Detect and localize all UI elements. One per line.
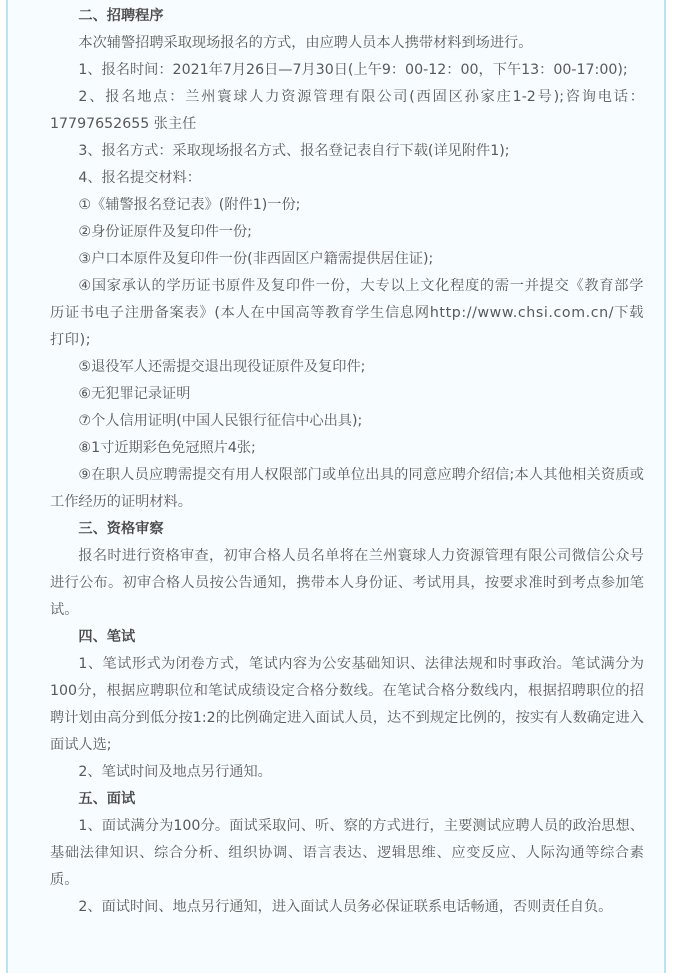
paragraph: 本次辅警招聘采取现场报名的方式，由应聘人员本人携带材料到场进行。 [78, 35, 533, 51]
material-item: ⑥无犯罪记录证明 [78, 386, 191, 402]
article-body [50, 3, 644, 921]
material-item: ⑤退役军人还需提交退出现役证原件及复印件; [78, 359, 366, 375]
registration-method: 3、报名方式：采取现场报名方式、报名登记表自行下载(详见附件1); [78, 143, 510, 159]
material-item: ⑧1寸近期彩色免冠照片4张; [78, 440, 256, 456]
section-heading-written-exam: 四、笔试 [78, 629, 136, 645]
material-item: ④国家承认的学历证书原件及复印件一份，大专以上文化程度的需一并提交《教育部学历证书电子注册备案表》(本人在中国高等教育学生信息网http://www.chsi.com.cn/下载打印); [50, 278, 644, 348]
paragraph: 2、面试时间、地点另行通知，进入面试人员务必保证联系电话畅通，否则责任自负。 [78, 899, 613, 915]
material-item: ⑨在职人员应聘需提交有用人权限部门或单位出具的同意应聘介绍信;本人其他相关资质或工作经历的证明材料。 [50, 467, 644, 510]
registration-location: 2、报名地点：兰州寰球人力资源管理有限公司(西固区孙家庄1-2号);咨询电话：17797652655 张主任 [50, 89, 644, 132]
material-item: ②身份证原件及复印件一份; [78, 224, 252, 240]
material-item: ①《辅警报名登记表》(附件1)一份; [78, 197, 301, 213]
paragraph: 报名时进行资格审查，初审合格人员名单将在兰州寰球人力资源管理有限公司微信公众号进行公布。初审合格人员按公告通知，携带本人身份证、考试用具，按要求准时到考点参加笔试。 [50, 548, 644, 618]
section-heading-interview: 五、面试 [78, 791, 136, 807]
paragraph: 2、笔试时间及地点另行通知。 [78, 764, 272, 780]
material-item: ③户口本原件及复印件一份(非西固区户籍需提供居住证); [78, 251, 434, 267]
materials-heading: 4、报名提交材料： [78, 170, 201, 186]
registration-time: 1、报名时间：2021年7月26日—7月30日(上午9：00-12：00，下午13：00-17:00); [78, 62, 628, 78]
section-heading-qualification: 三、资格审察 [78, 521, 164, 537]
paragraph: 1、笔试形式为闭卷方式，笔试内容为公安基础知识、法律法规和时事政治。笔试满分为100分，根据应聘职位和笔试成绩设定合格分数线。在笔试合格分数线内，根据招聘职位的招聘计划由高分到低分按1:2的比例确定进入面试人员，达不到规定比例的，按实有人数确定进入面试人选; [50, 656, 644, 753]
paragraph: 1、面试满分为100分。面试采取问、听、察的方式进行，主要测试应聘人员的政治思想、基础法律知识、综合分析、组织协调、语言表达、逻辑思维、应变反应、人际沟通等综合素质。 [50, 818, 644, 888]
section-heading-procedure: 二、招聘程序 [78, 8, 164, 24]
material-item: ⑦个人信用证明(中国人民银行征信中心出具); [78, 413, 363, 429]
article-frame [6, 0, 666, 973]
